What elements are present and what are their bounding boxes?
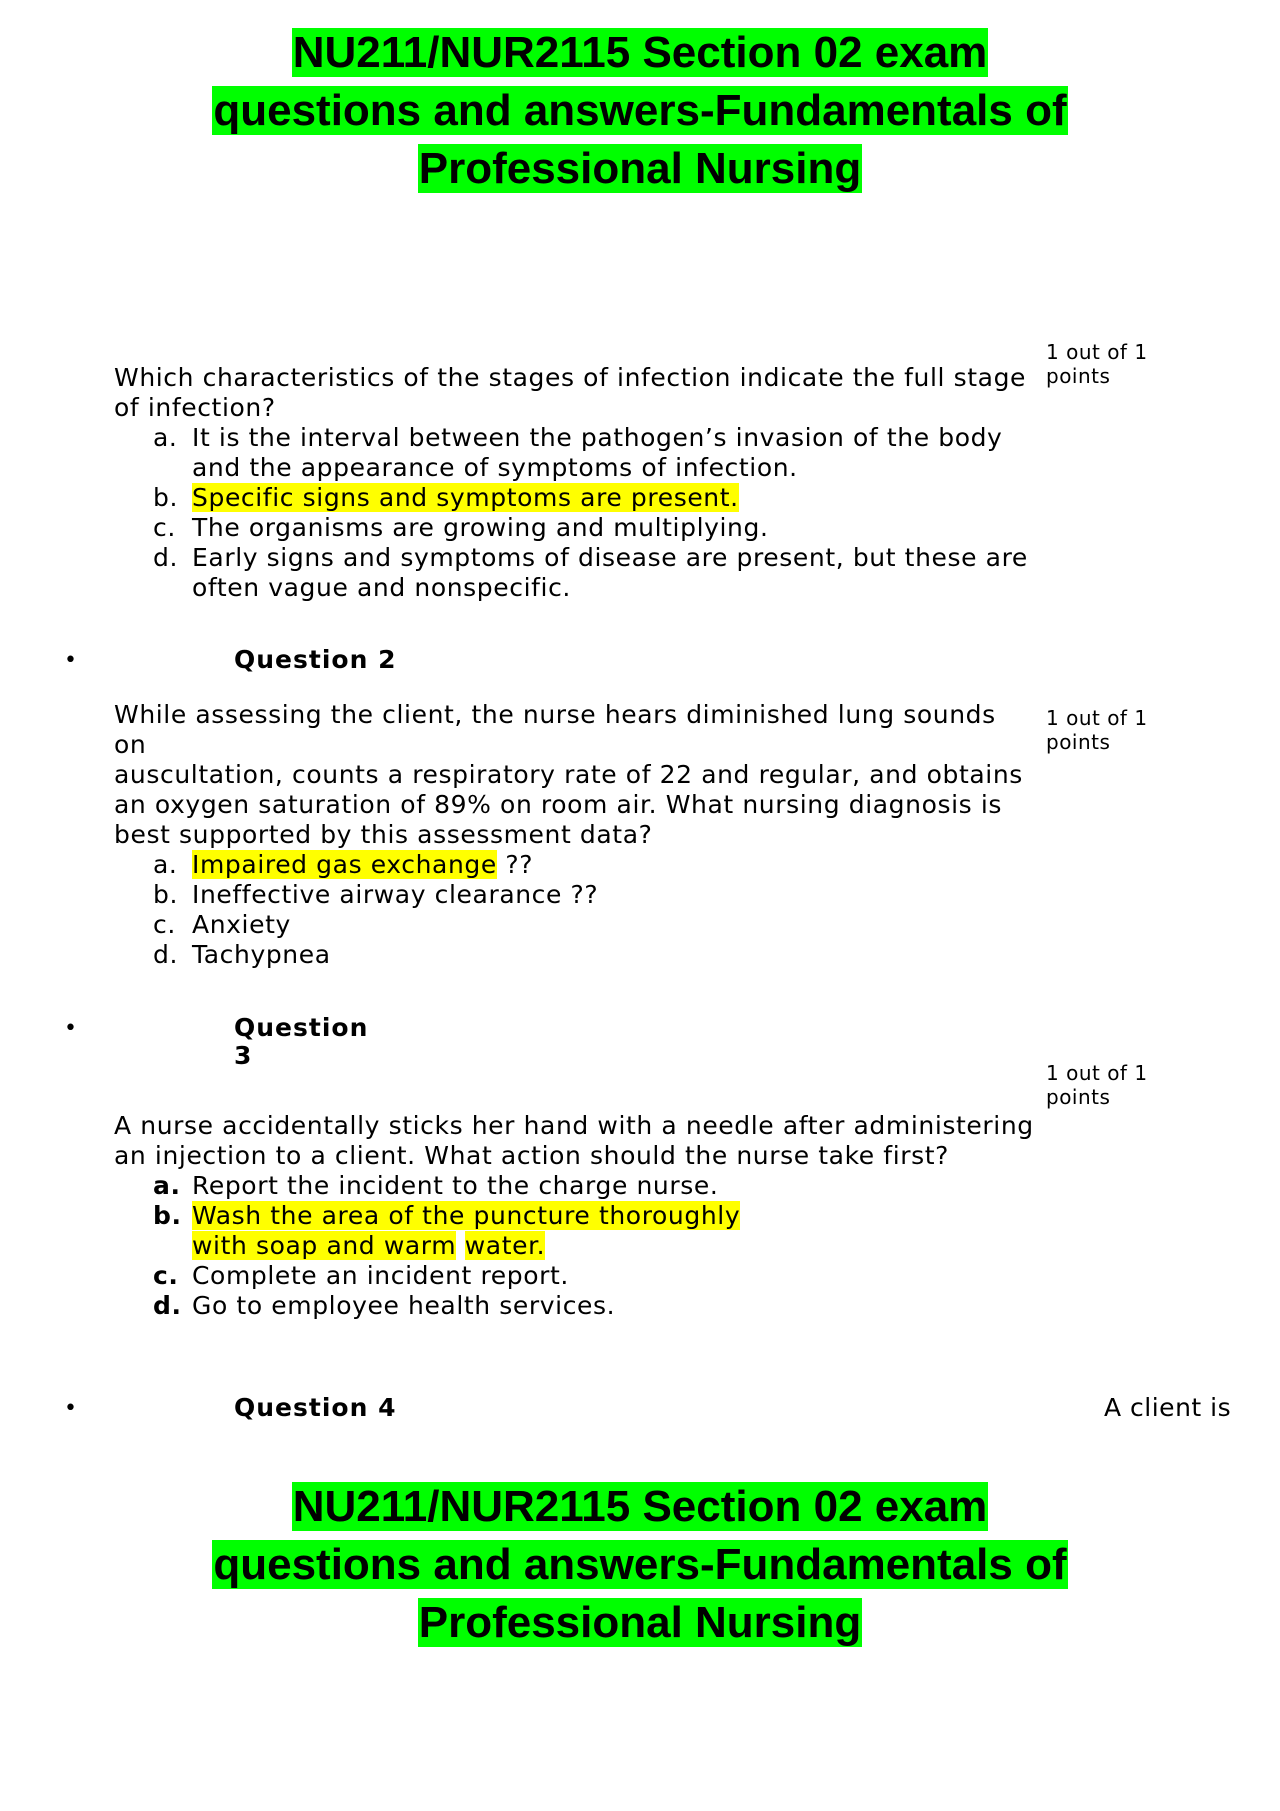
option-letter: b. [153, 1201, 182, 1230]
option-a-correct[interactable] [114, 850, 1038, 880]
option-c[interactable] [114, 513, 1038, 543]
repeated-document-title [0, 1478, 1280, 1652]
option-b-correct[interactable] [114, 1201, 772, 1261]
option-b[interactable] [114, 880, 1038, 910]
question-3-heading-word: Question [234, 1013, 369, 1042]
option-a[interactable] [114, 423, 1038, 483]
question-1-points: 1 out of 1 points [1046, 340, 1148, 388]
question-1 [114, 363, 1038, 603]
footer-title-line-2: questions and answers-Fundamentals of [213, 1540, 1067, 1589]
option-d[interactable] [114, 543, 1038, 603]
option-letter: d. [153, 940, 179, 969]
option-text: Early signs and symptoms of disease are present, but these are often vague and nonspecific. [192, 543, 1028, 602]
question-2-points: 1 out of 1 points [1046, 706, 1148, 754]
document-title [0, 24, 1280, 198]
question-2-text-line2: auscultation, counts a respiratory rate of 22 and regular, and obtains an oxygen saturation of 89% on room air. What nursing diagnosis is best supported by this assessment data? [114, 760, 1023, 849]
bullet-question-4: • [64, 1396, 77, 1421]
option-c[interactable] [114, 1261, 1038, 1291]
question-3 [114, 1111, 1038, 1321]
option-text: Ineffective airway clearance ?? [192, 880, 599, 909]
option-text: Complete an incident report. [192, 1261, 569, 1290]
option-letter: d. [153, 1291, 182, 1320]
footer-title-line-1: NU211/NUR2115 Section 02 exam [292, 1482, 988, 1531]
option-letter: d. [153, 543, 179, 572]
title-line-1: NU211/NUR2115 Section 02 exam [292, 28, 988, 77]
question-3-heading [234, 1014, 368, 1070]
title-line-2: questions and answers-Fundamentals of [213, 86, 1067, 135]
option-a[interactable] [114, 1171, 1038, 1201]
option-d[interactable] [114, 1291, 1038, 1321]
option-letter: c. [153, 910, 176, 939]
option-b-correct[interactable] [114, 483, 1038, 513]
option-text-highlighted: Impaired gas exchange [192, 850, 497, 879]
question-2-options [114, 850, 1038, 970]
question-3-points: 1 out of 1 points [1046, 1061, 1148, 1109]
question-3-heading-number: 3 [234, 1041, 253, 1070]
option-suffix: ?? [496, 850, 534, 879]
footer-title-line-3: Professional Nursing [418, 1598, 862, 1647]
question-4-heading: Question 4 [234, 1393, 397, 1422]
title-line-3: Professional Nursing [418, 144, 862, 193]
option-text: Tachypnea [192, 940, 331, 969]
question-2 [114, 700, 1038, 970]
option-text: Anxiety [192, 910, 291, 939]
question-1-options [114, 423, 1038, 603]
option-text: Report the incident to the charge nurse. [192, 1171, 719, 1200]
option-d[interactable] [114, 940, 1038, 970]
question-2-text-line1: While assessing the client, the nurse hears diminished lung sounds on [114, 700, 996, 759]
question-3-options [114, 1171, 1038, 1321]
option-letter: a. [153, 1171, 181, 1200]
option-text-highlighted: Wash the area of the puncture thoroughly with soap and warm [192, 1201, 741, 1260]
question-4-trailing-text: A client is [1104, 1393, 1232, 1422]
option-letter: b. [153, 483, 179, 512]
question-3-text: A nurse accidentally sticks her hand with a needle after administering an injection to a client. What action should the nurse take first? [114, 1111, 1034, 1170]
question-2-heading: Question 2 [234, 645, 397, 674]
option-letter: c. [153, 1261, 179, 1290]
option-text: It is the interval between the pathogen’s invasion of the body and the appearance of symptoms of infection. [192, 423, 1003, 482]
bullet-question-2: • [64, 648, 77, 673]
question-1-text: Which characteristics of the stages of infection indicate the full stage of infection? [114, 363, 1027, 422]
option-text: Go to employee health services. [192, 1291, 616, 1320]
option-text: The organisms are growing and multiplying. [192, 513, 769, 542]
option-text-highlighted-end: water. [464, 1231, 546, 1260]
option-text-highlighted: Specific signs and symptoms are present. [192, 483, 739, 512]
option-letter: a. [153, 850, 178, 879]
bullet-question-3: • [64, 1016, 77, 1041]
option-letter: b. [153, 880, 179, 909]
option-letter: c. [153, 513, 176, 542]
option-letter: a. [153, 423, 178, 452]
option-c[interactable] [114, 910, 1038, 940]
